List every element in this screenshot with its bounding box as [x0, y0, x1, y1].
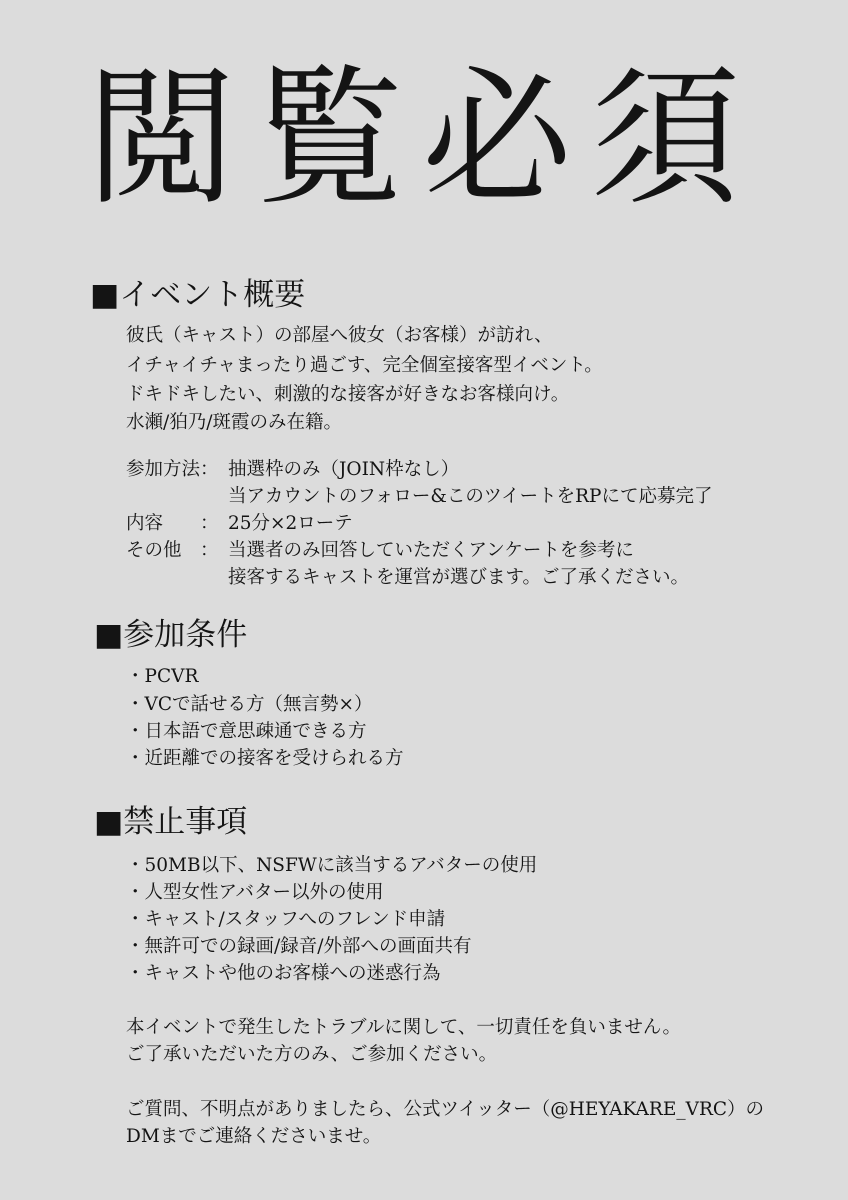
prohibited-item: ・人型女性アバター以外の使用	[126, 882, 384, 903]
detail-label-content: 内容 ：	[126, 513, 219, 534]
contact-line: ご質問、不明点がありましたら、公式ツイッター（@HEYAKARE_VRC）の	[126, 1099, 765, 1120]
detail-value: 抽選枠のみ（JOIN枠なし）	[228, 459, 460, 480]
detail-value: 接客するキャストを運営が選びます。ご了承ください。	[228, 567, 690, 588]
condition-item: ・日本語で意思疎通できる方	[126, 721, 367, 742]
conditions-heading: ■参加条件	[94, 617, 248, 653]
overview-line: ドキドキしたい、刺激的な接客が好きなお客様向け。	[126, 384, 570, 405]
overview-heading: ■イベント概要	[90, 277, 306, 313]
prohibited-item: ・キャストや他のお客様への迷惑行為	[126, 963, 441, 984]
condition-item: ・VCで話せる方（無言勢×）	[126, 694, 373, 715]
contact-line: DMまでご連絡くださいませ。	[126, 1126, 382, 1147]
overview-line: 彼氏（キャスト）の部屋へ彼女（お客様）が訪れ、	[126, 325, 553, 346]
prohibited-item: ・50MB以下、NSFWに該当するアバターの使用	[126, 855, 538, 876]
prohibited-item: ・キャスト/スタッフへのフレンド申請	[126, 909, 446, 930]
page-title: 閲覧必須	[86, 52, 759, 226]
overview-line: イチャイチャまったり過ごす、完全個室接客型イベント。	[126, 355, 603, 376]
detail-value: 当選者のみ回答していただくアンケートを参考に	[228, 540, 634, 561]
prohibited-heading: ■禁止事項	[94, 804, 248, 840]
detail-label-method: 参加方法：	[126, 459, 219, 480]
condition-item: ・PCVR	[126, 666, 199, 687]
disclaimer-line: ご了承いただいた方のみ、ご参加ください。	[126, 1044, 498, 1065]
detail-label-other: その他 ：	[126, 540, 219, 561]
overview-line: 水瀬/狛乃/斑霞のみ在籍。	[126, 412, 342, 433]
prohibited-item: ・無許可での録画/録音/外部への画面共有	[126, 936, 472, 957]
detail-value: 当アカウントのフォロー&このツイートをRPにて応募完了	[228, 486, 713, 507]
condition-item: ・近距離での接客を受けられる方	[126, 748, 404, 769]
detail-value: 25分×2ローテ	[228, 513, 353, 534]
disclaimer-line: 本イベントで発生したトラブルに関して、一切責任を負いません。	[126, 1017, 682, 1038]
